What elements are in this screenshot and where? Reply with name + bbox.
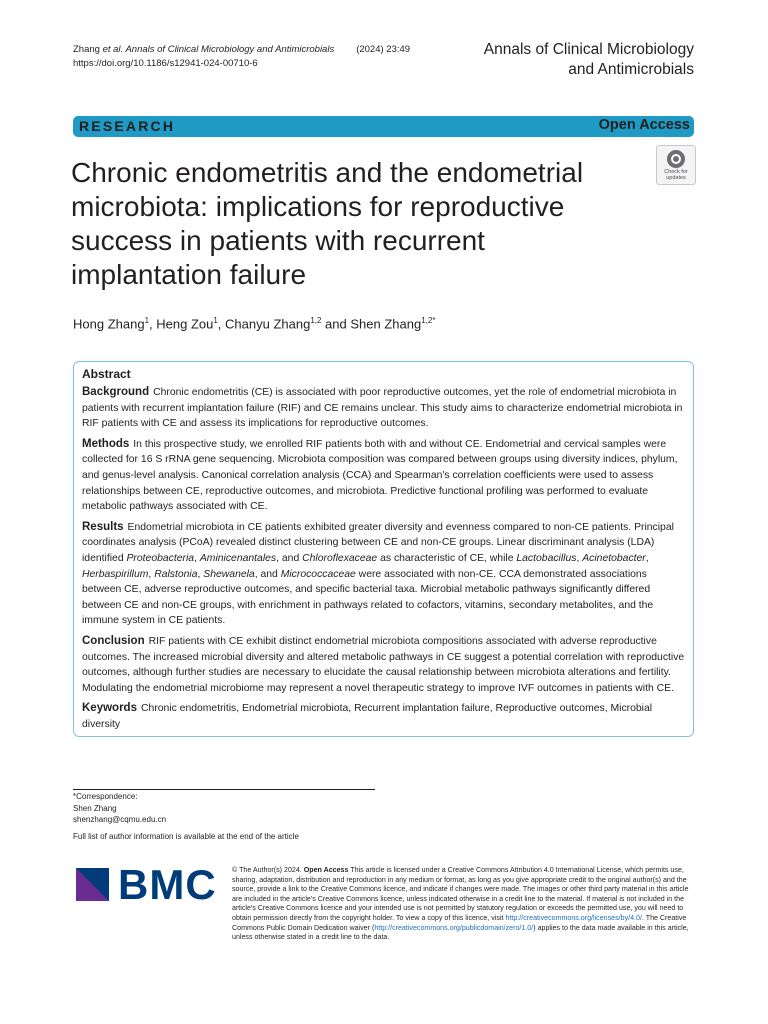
article-type-label: RESEARCH: [79, 118, 176, 134]
bmc-logo-mark-icon: [76, 868, 109, 901]
author-affiliation: 1: [213, 316, 218, 325]
bmc-logo-text: BMC: [118, 861, 217, 908]
correspondence-name: Shen Zhang: [73, 803, 117, 813]
section-label: Results: [82, 520, 124, 533]
section-label: Conclusion: [82, 634, 145, 647]
abstract-methods: Methods In this prospective study, we enrolled RIF patients both with and without CE. Endometrial and cervical samples were collected for 16 S rRNA gene sequencing. Microbiota composition was compared between groups using diversity indices, phylum, and genus-level analysis. Canonical correlation analysis (CCA) and Spearman's correlation coefficients were used to assess relationships between CE, reproductive outcomes, and microbiota. Predictive functional profiling was performed to evaluate metabolic pathways associated with CE.: [82, 437, 678, 513]
author-list: Hong Zhang$^1$, Heng Zou$^1$, Chanyu Zhang$^{1,2}$ and Shen Zhang$^{1,2*}$: [73, 316, 436, 332]
citation-year-volume: (2024) 23:49: [356, 44, 411, 55]
section-label: Methods: [82, 437, 130, 450]
author-affiliation: 1,2: [310, 316, 322, 325]
abstract-results: Results Endometrial microbiota in CE patients exhibited greater diversity and evenness compared to non-CE patients. Principal coordinates analysis (PCoA) revealed distinct clustering between CE and non-CE groups. Linear discriminant analysis (LDA) identified Proteobacteria, Aminicenantales, and Chloroflexaceae as characteristic of CE, while Lactobacillus, Acinetobacter, Herbaspirillum, Ralstonia, Shewanela, and Micrococcaceae were associated with non-CE. CCA demonstrated associations between CE, adverse reproductive outcomes, and specific bacterial taxa. Microbial metabolic pathways significantly differed between CE and non-CE groups, with enrichment in pathways related to cofactors, vitamins, secondary metabolites, and the immune system in CE patients.: [82, 520, 674, 627]
author-info-note: Full list of author information is available at the end of the article: [73, 832, 299, 841]
journal-name-line1: Annals of Clinical Microbiology: [483, 41, 694, 58]
citation-line: [73, 43, 410, 57]
doi-link[interactable]: https://doi.org/10.1186/s12941-024-00710-6: [73, 58, 258, 69]
citation-authors: Zhang: [73, 44, 103, 55]
correspondence: [73, 791, 166, 826]
abstract-heading: Abstract: [82, 367, 131, 381]
license-link[interactable]: http://creativecommons.org/licenses/by/4.0/: [505, 913, 642, 922]
author-affiliation: 1: [144, 316, 150, 325]
journal-name: [484, 40, 694, 80]
license-text: © The Author(s) 2024. Open Access This article is licensed under a Creative Commons Attribution 4.0 International License, which permits use, sharing, adaptation, distribution and reproduction in any medium or format, as long as you give appropriate credit to the original author(s) and the source, provide a link to the Creative Commons licence, and indicate if changes were made. The images or other third party material in this article are included in the article's Creative Commons licence, unless indicated otherwise in a credit line to the material. If material is not included in the article's Creative Commons licence and your intended use is not permitted by statutory regulation or exceeds the permitted use, you will need to obtain permission directly from the copyright holder. To view a copy of this licence, visit http://creativecommons.org/licenses/by/4.0/. The Creative Commons Public Domain Dedication waiver (http://creativecommons.org/publicdomain/zero/1.0/) applies to the data made available in this article, unless otherwise stated in a credit line to the data.: [232, 866, 689, 942]
check-updates-icon: [667, 150, 685, 168]
section-label: Background: [82, 386, 150, 398]
article-type-bar: [73, 116, 694, 137]
check-for-updates-badge[interactable]: [656, 145, 696, 185]
running-header: [73, 43, 410, 71]
public-domain-link[interactable]: http://creativecommons.org/publicdomain/zero/1.0/: [374, 923, 534, 932]
journal-name-line2: and Antimicrobials: [568, 61, 694, 78]
correspondence-label: *Correspondence:: [73, 792, 138, 801]
author-name: Shen Zhang: [350, 316, 422, 332]
author-name: Hong Zhang: [73, 316, 145, 332]
bmc-logo: [76, 861, 217, 908]
author-name: Chanyu Zhang: [225, 316, 311, 332]
check-updates-text: Check for updates: [664, 169, 688, 181]
abstract-background: Background Chronic endometritis (CE) is associated with poor reproductive outcomes, yet the role of endometrial microbiota in patients with recurrent implantation failure (RIF) and CE remains unclear. This study aims to characterize endometrial microbiota in RIF patients with CE and assess its implications for reproductive outcomes.: [82, 386, 683, 430]
footnote-divider: [73, 789, 375, 790]
abstract-keywords: Keywords Chronic endometritis, Endometrial microbiota, Recurrent implantation failure, Reproductive outcomes, Microbial diversity: [82, 702, 653, 730]
abstract-conclusion: Conclusion RIF patients with CE exhibit distinct endometrial microbiota compositions associated with adverse reproductive outcomes. The increased microbial diversity and altered metabolic pathways in CE suggest a potential correlation with reproductive outcomes, although further studies are necessary to elucidate the causal relationship between microbiota alterations and fertility. Modulating the endometrial microbiome may represent a novel therapeutic strategy to improve IVF outcomes in patients with CE.: [82, 634, 685, 694]
article-title: Chronic endometritis and the endometrial microbiota: implications for reproductive success in patients with recurrent implantation failure: [71, 157, 584, 290]
author-name: Heng Zou: [156, 316, 214, 332]
citation-journal: et al. Annals of Clinical Microbiology and Antimicrobials: [102, 44, 335, 55]
section-label: Keywords: [82, 702, 137, 715]
author-affiliation: 1,2*: [421, 316, 436, 325]
correspondence-email[interactable]: shenzhang@cqmu.edu.cn: [73, 815, 167, 824]
abstract-box: [73, 361, 694, 737]
open-access-label: Open Access: [598, 117, 690, 133]
